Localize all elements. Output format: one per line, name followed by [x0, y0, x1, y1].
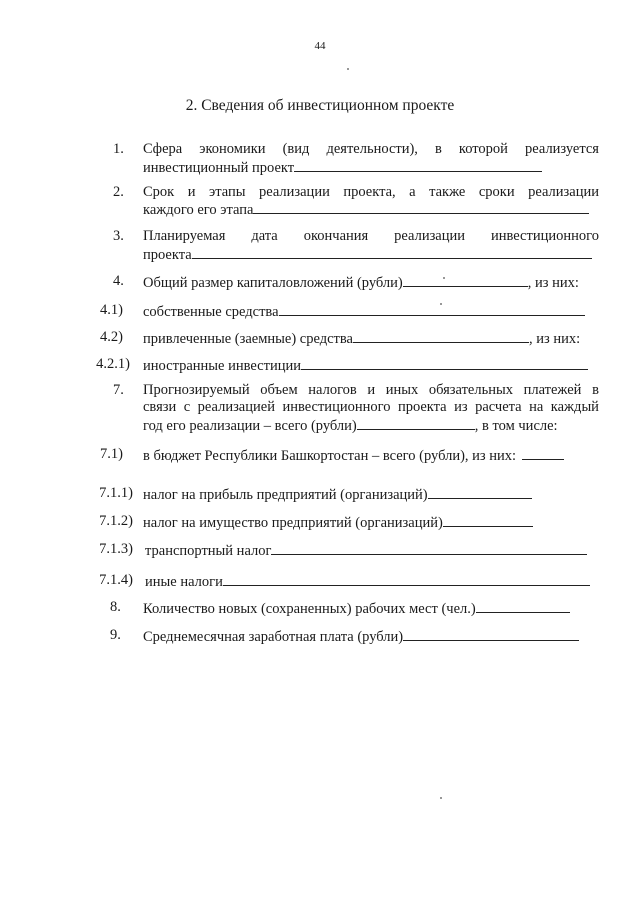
item-number: 3.	[113, 228, 124, 244]
item-number: 2.	[113, 184, 124, 200]
fill-in-line[interactable]	[428, 485, 532, 499]
item-4-2	[143, 329, 580, 348]
word: реализацией	[197, 399, 275, 415]
item-4	[143, 273, 579, 292]
scan-speck	[440, 797, 442, 799]
word: реализации	[394, 228, 466, 244]
item-text: иностранные инвестиции	[143, 358, 301, 374]
fill-in-line[interactable]	[223, 572, 590, 586]
fill-in-line[interactable]	[271, 541, 587, 555]
scan-speck	[347, 68, 349, 70]
word: проекта,	[343, 184, 396, 200]
item-text: Количество новых (сохраненных) рабочих мест (чел.)	[143, 601, 476, 617]
word: и	[367, 382, 376, 398]
word: на	[529, 399, 544, 415]
word: инвестиционного	[282, 399, 391, 415]
word: окончания	[303, 228, 369, 244]
word: обязательных	[428, 382, 513, 398]
word: которой	[458, 141, 508, 157]
item-9	[143, 627, 579, 646]
word: сроки	[478, 184, 515, 200]
word: проекта	[397, 399, 447, 415]
item-number: 7.	[113, 382, 124, 398]
item-4-2-1	[143, 356, 588, 375]
fill-in-line[interactable]	[476, 599, 570, 613]
word: иных	[385, 382, 419, 398]
item-text: иные налоги	[145, 574, 223, 590]
word: платежей	[523, 382, 582, 398]
item-text: Общий размер капиталовложений (рубли)	[143, 275, 403, 291]
word: каждый	[550, 399, 599, 415]
item-number: 4.2.1)	[96, 356, 130, 372]
word: (вид	[282, 141, 310, 157]
item-number: 7.1)	[100, 446, 123, 462]
fill-in-line[interactable]	[279, 302, 585, 316]
word: в	[592, 382, 599, 398]
word: этапы	[208, 184, 246, 200]
item-number: 1.	[113, 141, 124, 157]
item-text: каждого его этапа	[143, 202, 254, 218]
scan-speck	[440, 303, 442, 305]
item-7-1	[143, 446, 564, 465]
item-text: налог на прибыль предприятий (организаций)	[143, 487, 428, 503]
fill-in-line[interactable]	[294, 158, 542, 172]
item-number: 4.	[113, 273, 124, 289]
fill-in-line[interactable]	[301, 356, 588, 370]
item-7-1-3	[143, 541, 587, 560]
item-text: привлеченные (заемные) средства	[143, 331, 353, 347]
word: Срок	[143, 184, 175, 200]
word: реализуется	[525, 141, 599, 157]
word: также	[429, 184, 466, 200]
item-number: 9.	[110, 627, 121, 643]
word: с	[183, 399, 191, 415]
fill-in-line[interactable]	[522, 446, 564, 460]
word: связи	[143, 399, 177, 415]
item-7-line1	[143, 382, 599, 399]
word: реализации	[528, 184, 599, 200]
item-7-line3	[143, 416, 558, 435]
word: реализации	[258, 184, 330, 200]
word: и	[187, 184, 196, 200]
word: налогов	[308, 382, 357, 398]
word: Сфера	[143, 141, 183, 157]
item-8	[143, 599, 570, 618]
item-text: инвестиционный проект	[143, 160, 295, 176]
word: Планируемая	[143, 228, 226, 244]
item-1-line1	[143, 141, 599, 158]
item-suffix: , из них:	[528, 331, 581, 347]
item-suffix: , в том числе:	[474, 418, 558, 434]
item-number: 7.1.1)	[99, 485, 133, 501]
word: а	[409, 184, 416, 200]
item-text: собственные средства	[143, 304, 279, 320]
item-3-line1	[143, 228, 599, 245]
word: объем	[260, 382, 298, 398]
fill-in-line[interactable]	[403, 627, 579, 641]
item-7-1-4	[143, 572, 590, 591]
fill-in-line[interactable]	[353, 329, 529, 343]
item-2-line1	[143, 184, 599, 201]
word: в	[435, 141, 442, 157]
item-2-line2	[143, 200, 589, 219]
item-text: Среднемесячная заработная плата (рубли)	[143, 629, 404, 645]
item-4-1	[143, 302, 585, 321]
word: Прогнозируемый	[143, 382, 250, 398]
item-7-1-1	[143, 485, 532, 504]
item-7-1-2	[143, 513, 533, 532]
fill-in-line[interactable]	[192, 245, 592, 259]
page-number: 44	[314, 40, 326, 52]
fill-in-line[interactable]	[443, 513, 533, 527]
word: из	[454, 399, 468, 415]
item-number: 8.	[110, 599, 121, 615]
item-text: налог на имущество предприятий (организаций)	[143, 515, 443, 531]
item-text: транспортный налог	[145, 543, 272, 559]
item-number: 7.1.4)	[99, 572, 133, 588]
fill-in-line[interactable]	[253, 200, 589, 214]
item-number: 7.1.2)	[99, 513, 133, 529]
item-number: 4.2)	[100, 329, 123, 345]
item-text: год его реализации – всего (рубли)	[143, 418, 357, 434]
item-7-line2	[143, 399, 599, 416]
word: деятельности),	[326, 141, 418, 157]
scan-speck	[443, 277, 445, 279]
fill-in-line[interactable]	[357, 416, 475, 430]
word: дата	[251, 228, 278, 244]
item-text: в бюджет Республики Башкортостан – всего (рубли), из них:	[143, 448, 517, 464]
item-number: 7.1.3)	[99, 541, 133, 557]
word: расчета	[475, 399, 522, 415]
word: инвестиционного	[490, 228, 599, 244]
section-heading: 2. Сведения об инвестиционном проекте	[185, 97, 455, 114]
item-number: 4.1)	[100, 302, 123, 318]
item-1-line2	[143, 158, 542, 177]
word: экономики	[199, 141, 266, 157]
item-3-line2	[143, 245, 592, 264]
item-suffix: , из них:	[527, 275, 579, 291]
fill-in-line[interactable]	[403, 273, 528, 287]
item-text: проекта	[143, 247, 192, 263]
